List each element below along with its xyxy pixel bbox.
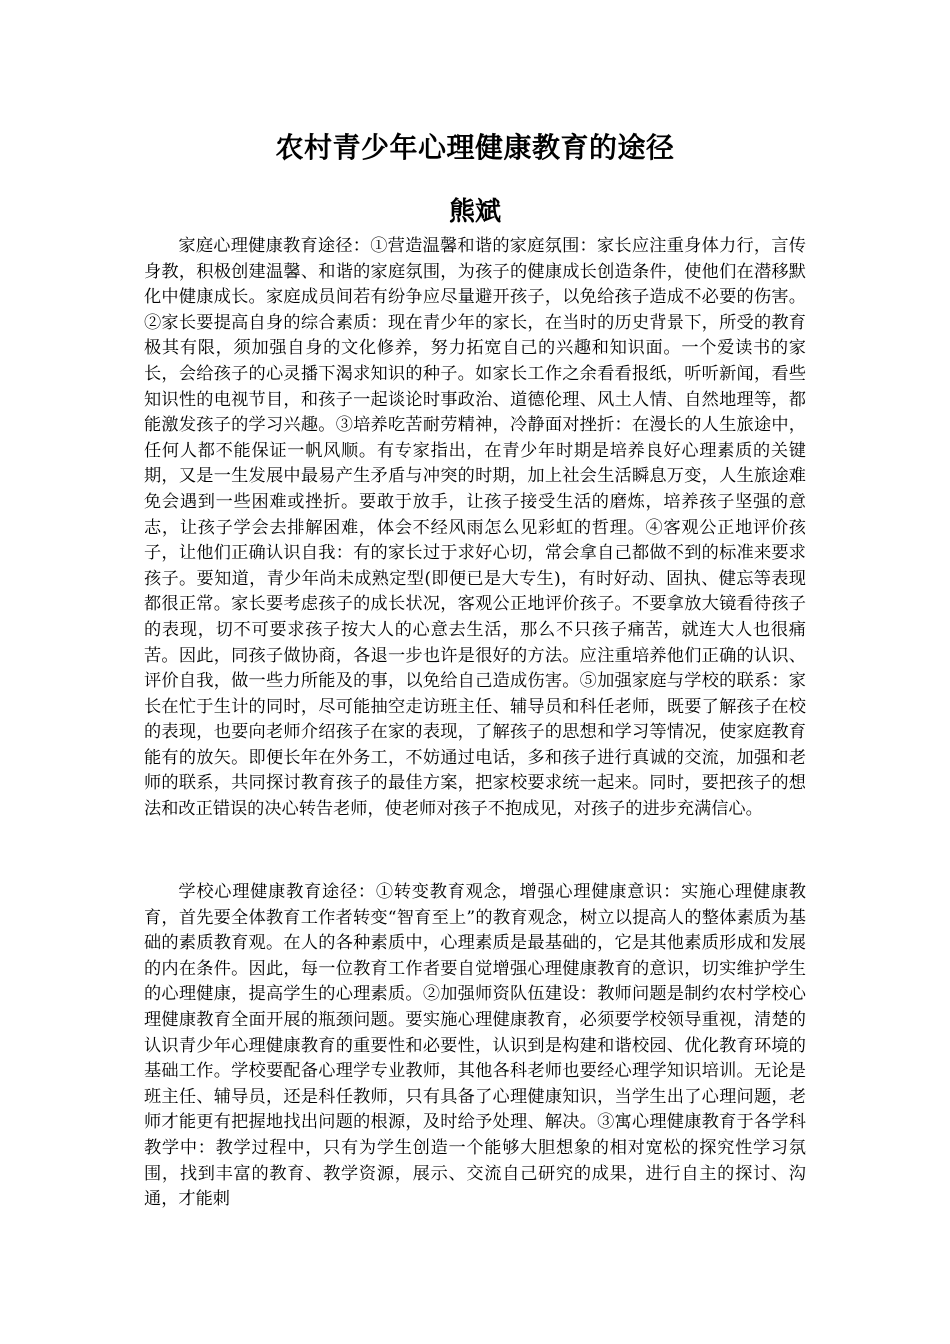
paragraph-school-education: 学校心理健康教育途径：①转变教育观念，增强心理健康意识：实施心理健康教育，首先要全体教育工作者转变“智育至上”的教育观念，树立以提高人的整体素质为基础的素质教育观。在人的各种素质中，心理素质是最基础的，它是其他素质形成和发展的内在条件。因此，每一位教育工作者要自觉增强心理健康教育的意识，切实维护学生的心理健康，提高学生的心理素质。②加强师资队伍建设：教师问题是制约农村学校心理健康教育全面开展的瓶颈问题。要实施心理健康教育，必须要学校领导重视，清楚的认识青少年心理健康教育的重要性和必要性，认识到是构建和谐校园、优化教育环境的基础工作。学校要配备心理学专业教师，其他各科老师也要经心理学知识培训。无论是班主任、辅导员，还是科任教师，只有具备了心理健康知识，当学生出了心理问题，老师才能更有把握地找出问题的根源，及时给予处理、解决。③寓心理健康教育于各学科教学中：教学过程中，只有为学生创造一个能够大胆想象的相对宽松的探究性学习氛围，找到丰富的教育、教学资源，展示、交流自己研究的成果，进行自主的探讨、沟通，才能刺 bbox=[144, 882, 806, 1210]
document-title: 农村青少年心理健康教育的途径 bbox=[275, 131, 675, 164]
document-author: 熊斌 bbox=[448, 197, 501, 227]
paragraph-family-education: 家庭心理健康教育途径：①营造温馨和谐的家庭氛围：家长应注重身体力行，言传身教，积极创建温馨、和谐的家庭氛围，为孩子的健康成长创造条件，使他们在潜移默化中健康成长。家庭成员间若有纷争应尽量避开孩子，以免给孩子造成不必要的伤害。②家长要提高自身的综合素质：现在青少年的家长，在当时的历史背景下，所受的教育极其有限，须加强自身的文化修养，努力拓宽自己的兴趣和知识面。一个爱读书的家长，会给孩子的心灵播下渴求知识的种子。如家长工作之余看看报纸，听听新闻，看些知识性的电视节目，和孩子一起谈论时事政治、道德伦理、风土人情、自然地理等，都能激发孩子的学习兴趣。③培养吃苦耐劳精神，冷静面对挫折：在漫长的人生旅途中，任何人都不能保证一帆风顺。有专家指出，在青少年时期是培养良好心理素质的关键期，又是一生发展中最易产生矛盾与冲突的时期，加上社会生活瞬息万变，人生旅途难免会遇到一些困难或挫折。要敢于放手，让孩子接受生活的磨炼，培养孩子坚强的意志，让孩子学会去排解困难，体会不经风雨怎么见彩虹的哲理。④客观公正地评价孩子，让他们正确认识自我：有的家长过于求好心切，常会拿自己都做不到的标准来要求孩子。要知道，青少年尚未成熟定型(即便已是大专生)，有时好动、固执、健忘等表现都很正常。家长要考虑孩子的成长状况，客观公正地评价孩子。不要拿放大镜看待孩子的表现，切不可要求孩子按大人的心意去生活，那么不只孩子痛苦，就连大人也很痛苦。因此，同孩子做协商，各退一步也许是很好的方法。应注重培养他们正确的认识、评价自我，做一些力所能及的事，以免给自己造成伤害。⑤加强家庭与学校的联系：家长在忙于生计的同时，尽可能抽空走访班主任、辅导员和科任老师，既要了解孩子在校的表现，也要向老师介绍孩子在家的表现，了解孩子的思想和学习等情况，使家庭教育能有的放矢。即便长年在外务工，不妨通过电话，多和孩子进行真诚的交流，加强和老师的联系，共同探讨教育孩子的最佳方案，把家校要求统一起来。同时，要把孩子的想法和改正错误的决心转告老师，使老师对孩子不抱成见，对孩子的进步充满信心。 bbox=[144, 236, 806, 820]
